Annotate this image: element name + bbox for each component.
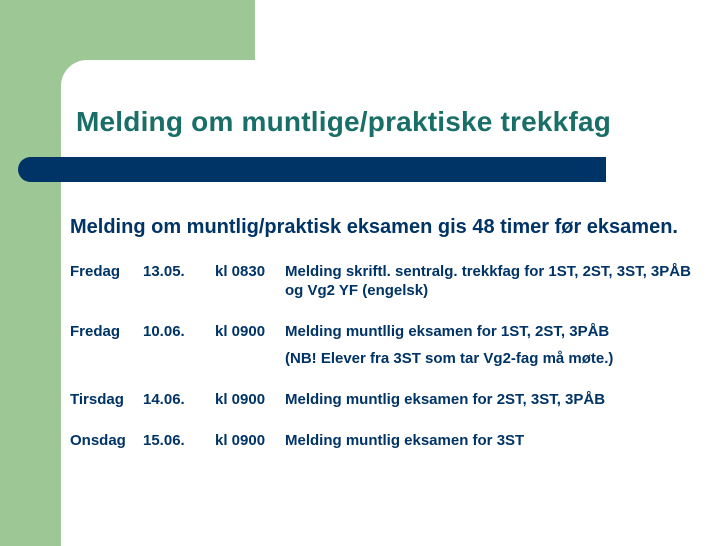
slide-body — [70, 215, 710, 472]
row-day: Fredag — [70, 263, 121, 280]
row-time: kl 0900 — [215, 323, 266, 340]
row-date: 13.05. — [143, 263, 185, 280]
slide-title: Melding om muntlige/praktiske trekkfag — [76, 106, 612, 137]
row-message-text: Melding muntlig eksamen for 2ST, 3ST, 3PÅB — [285, 391, 606, 408]
row-message-text: Melding skriftl. sentralg. trekkfag for 1ST, 2ST, 3ST, 3PÅB og Vg2 YF (engelsk) — [285, 263, 691, 299]
schedule-row — [70, 431, 710, 450]
row-date: 14.06. — [143, 391, 185, 408]
schedule-row — [70, 322, 710, 368]
schedule-row — [70, 390, 710, 409]
row-date: 15.06. — [143, 432, 185, 449]
intro-text: Melding om muntlig/praktisk eksamen gis 48 timer før eksamen. — [70, 216, 678, 238]
row-message-text: Melding muntllig eksamen for 1ST, 2ST, 3PÅB — [285, 323, 610, 340]
row-date: 10.06. — [143, 323, 185, 340]
row-message — [285, 322, 710, 368]
row-message — [285, 262, 710, 300]
row-day: Onsdag — [70, 432, 126, 449]
row-time: kl 0900 — [215, 432, 266, 449]
schedule-row — [70, 262, 710, 300]
row-time: kl 0900 — [215, 391, 266, 408]
row-message-text: Melding muntlig eksamen for 3ST — [285, 432, 525, 449]
row-note: (NB! Elever fra 3ST som tar Vg2-fag må møte.) — [285, 350, 614, 367]
row-day: Fredag — [70, 323, 121, 340]
row-message — [285, 431, 710, 450]
row-time: kl 0830 — [215, 263, 266, 280]
row-message — [285, 390, 710, 409]
row-day: Tirsdag — [70, 391, 124, 408]
title-divider-bar — [18, 157, 606, 182]
